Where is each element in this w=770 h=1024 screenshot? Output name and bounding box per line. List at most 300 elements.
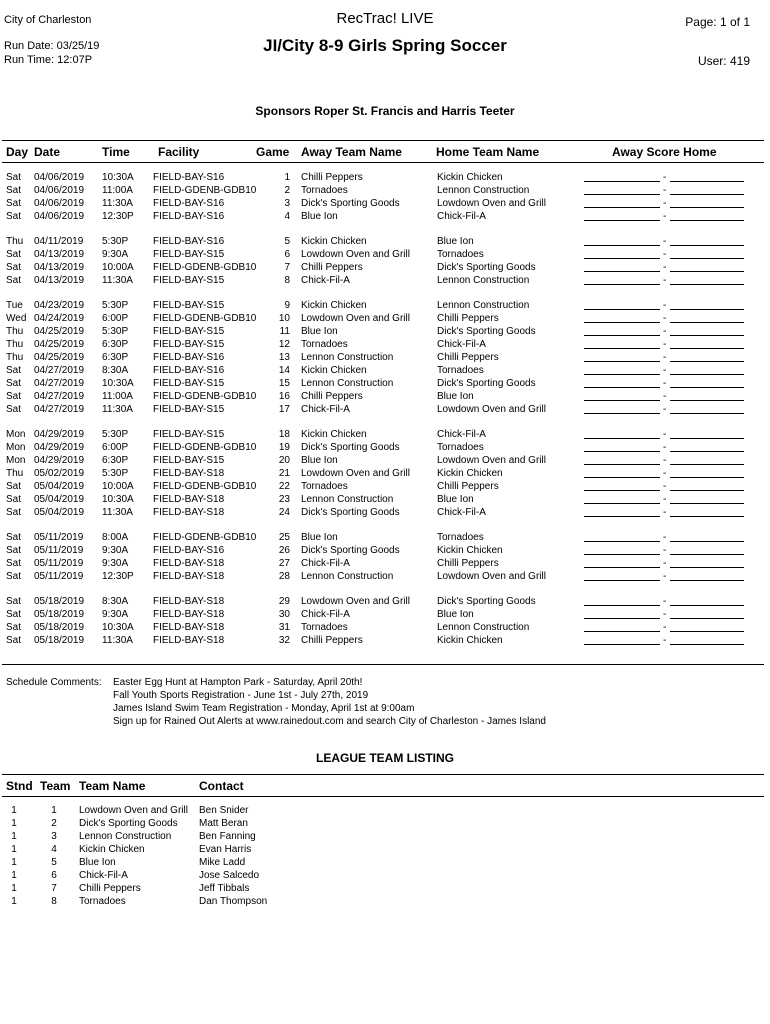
game-date: 04/24/2019 [34,313,85,324]
game-row [0,608,770,621]
game-time: 9:30A [102,545,129,556]
away-team: Kickin Chicken [301,300,367,311]
col-team-name: Team Name [79,779,146,793]
game-facility: FIELD-BAY-S16 [153,236,225,247]
score-dash: - [663,391,667,402]
team-contact: Jose Salcedo [199,870,260,881]
away-score-blank [584,207,660,208]
game-date: 04/27/2019 [34,365,85,376]
game-date: 04/13/2019 [34,249,85,260]
game-row [0,531,770,544]
game-number: 14 [278,365,290,376]
col-facility: Facility [158,145,200,159]
game-facility: FIELD-BAY-S15 [153,249,225,260]
game-row [0,171,770,184]
home-score-blank [670,644,744,645]
score-dash: - [663,596,667,607]
sponsors-line: Sponsors Roper St. Francis and Harris Teeter [255,104,515,118]
game-day: Thu [6,468,24,479]
schedule-group [0,531,770,583]
away-score-blank [584,284,660,285]
game-date: 04/11/2019 [34,236,84,247]
schedule-table [0,171,770,659]
team-row [0,895,770,908]
home-team: Chick-Fil-A [437,507,486,518]
team-row [0,830,770,843]
game-facility: FIELD-BAY-S18 [153,558,225,569]
game-row [0,403,770,416]
game-facility: FIELD-BAY-S18 [153,468,225,479]
game-row [0,364,770,377]
home-score-blank [670,400,744,401]
home-team: Chick-Fil-A [437,429,486,440]
game-day: Sat [6,596,22,607]
team-number: 2 [51,818,57,829]
game-number: 9 [284,300,290,311]
game-number: 31 [278,622,290,633]
game-time: 9:30A [102,558,129,569]
score-dash: - [663,313,667,324]
game-number: 22 [278,481,290,492]
away-score-blank [584,554,660,555]
game-time: 10:30A [102,172,134,183]
game-row [0,557,770,570]
game-row [0,428,770,441]
game-day: Sat [6,198,22,209]
game-number: 17 [278,404,290,415]
home-team: Dick's Sporting Goods [437,326,536,337]
home-team: Blue Ion [437,391,474,402]
game-time: 12:30P [102,571,134,582]
run-date: Run Date: 03/25/19 [4,40,100,52]
team-row [0,804,770,817]
game-row [0,570,770,583]
game-facility: FIELD-GDENB-GDB10 [153,442,257,453]
away-score-blank [584,541,660,542]
score-dash: - [663,442,667,453]
home-score-blank [670,309,744,310]
game-row [0,197,770,210]
away-score-blank [584,271,660,272]
score-dash: - [663,198,667,209]
game-date: 04/29/2019 [34,455,85,466]
game-day: Sat [6,532,22,543]
game-date: 05/18/2019 [34,609,85,620]
away-score-blank [584,631,660,632]
team-row [0,869,770,882]
game-day: Sat [6,545,22,556]
game-date: 05/04/2019 [34,481,85,492]
away-team: Lowdown Oven and Grill [301,249,410,260]
team-name: Dick's Sporting Goods [79,818,178,829]
game-date: 04/29/2019 [34,442,85,453]
game-number: 6 [284,249,290,260]
score-dash: - [663,326,667,337]
team-name: Lennon Construction [79,831,172,842]
away-team: Chick-Fil-A [301,404,350,415]
home-team: Chick-Fil-A [437,211,486,222]
team-standing: 1 [11,805,17,816]
home-team: Chilli Peppers [437,352,499,363]
away-team: Lennon Construction [301,378,394,389]
away-team: Chick-Fil-A [301,275,350,286]
game-facility: FIELD-GDENB-GDB10 [153,262,257,273]
game-row [0,338,770,351]
home-score-blank [670,181,744,182]
game-number: 12 [278,339,290,350]
away-team: Tornadoes [301,339,348,350]
team-standing: 1 [11,883,17,894]
score-dash: - [663,211,667,222]
game-date: 04/23/2019 [34,300,85,311]
home-team: Tornadoes [437,365,484,376]
team-standing: 1 [11,857,17,868]
game-row [0,621,770,634]
game-row [0,351,770,364]
away-team: Blue Ion [301,326,338,337]
score-dash: - [663,352,667,363]
col-away-team: Away Team Name [301,145,402,159]
home-team: Dick's Sporting Goods [437,596,536,607]
game-row [0,274,770,287]
team-name: Lowdown Oven and Grill [79,805,188,816]
home-team: Lennon Construction [437,622,530,633]
home-score-blank [670,387,744,388]
game-day: Mon [6,442,26,453]
away-score-blank [584,322,660,323]
comment-line: Sign up for Rained Out Alerts at www.rainedout.com and search City of Charleston - James Island [113,716,546,727]
home-team: Tornadoes [437,532,484,543]
game-day: Mon [6,455,26,466]
team-number: 4 [51,844,57,855]
game-time: 6:00P [102,442,129,453]
game-time: 11:30A [102,635,133,646]
away-score-blank [584,567,660,568]
game-time: 6:30P [102,339,129,350]
page-number: Page: 1 of 1 [685,15,750,29]
away-score-blank [584,438,660,439]
game-number: 20 [278,455,290,466]
game-facility: FIELD-BAY-S16 [153,365,225,376]
away-score-blank [584,644,660,645]
schedule-comments-label: Schedule Comments: [6,677,102,688]
away-score-blank [584,374,660,375]
home-team: Chilli Peppers [437,313,499,324]
home-team: Lennon Construction [437,185,530,196]
game-time: 8:30A [102,365,129,376]
team-contact: Ben Fanning [199,831,256,842]
score-dash: - [663,558,667,569]
game-date: 04/27/2019 [34,404,85,415]
game-date: 04/25/2019 [34,352,85,363]
game-date: 04/06/2019 [34,172,85,183]
home-score-blank [670,554,744,555]
app-name: RecTrac! LIVE [336,10,434,27]
comment-line: Fall Youth Sports Registration - June 1st - July 27th, 2019 [113,690,369,701]
home-score-blank [670,567,744,568]
team-standing: 1 [11,831,17,842]
game-date: 04/29/2019 [34,429,85,440]
home-score-blank [670,361,744,362]
home-team: Lowdown Oven and Grill [437,571,546,582]
game-row [0,441,770,454]
game-number: 27 [278,558,290,569]
run-time: Run Time: 12:07P [4,54,93,66]
game-day: Sat [6,275,22,286]
home-score-blank [670,194,744,195]
schedule-comments [113,676,546,728]
game-facility: FIELD-BAY-S15 [153,339,225,350]
schedule-group [0,171,770,223]
game-time: 5:30P [102,468,129,479]
game-day: Sat [6,571,22,582]
game-number: 11 [279,326,290,337]
game-number: 26 [278,545,290,556]
game-day: Sat [6,635,22,646]
away-score-blank [584,490,660,491]
game-row [0,312,770,325]
game-facility: FIELD-BAY-S16 [153,352,225,363]
game-day: Wed [6,313,27,324]
home-team: Kickin Chicken [437,635,503,646]
away-score-blank [584,618,660,619]
game-facility: FIELD-BAY-S15 [153,300,225,311]
home-score-blank [670,541,744,542]
game-row [0,480,770,493]
schedule-header [2,140,764,163]
game-number: 3 [284,198,290,209]
away-score-blank [584,181,660,182]
away-team: Lowdown Oven and Grill [301,313,410,324]
game-number: 19 [278,442,290,453]
team-number: 5 [51,857,57,868]
score-dash: - [663,378,667,389]
score-dash: - [663,300,667,311]
game-facility: FIELD-BAY-S16 [153,172,225,183]
team-standing: 1 [11,844,17,855]
game-date: 04/06/2019 [34,185,85,196]
game-day: Sat [6,391,22,402]
schedule-group [0,428,770,519]
home-score-blank [670,245,744,246]
game-facility: FIELD-BAY-S15 [153,455,225,466]
team-row [0,843,770,856]
game-day: Thu [6,339,24,350]
game-day: Sat [6,249,22,260]
col-home-team: Home Team Name [436,145,540,159]
game-number: 2 [284,185,290,196]
away-team: Dick's Sporting Goods [301,442,400,453]
score-dash: - [663,481,667,492]
col-contact: Contact [199,779,244,793]
game-row [0,493,770,506]
home-score-blank [670,580,744,581]
game-date: 05/18/2019 [34,622,85,633]
away-score-blank [584,348,660,349]
team-number: 1 [51,805,57,816]
score-dash: - [663,172,667,183]
home-score-blank [670,413,744,414]
away-team: Blue Ion [301,455,338,466]
home-team: Lennon Construction [437,300,530,311]
away-team: Chick-Fil-A [301,609,350,620]
game-row [0,390,770,403]
home-score-blank [670,322,744,323]
home-score-blank [670,451,744,452]
home-score-blank [670,438,744,439]
game-facility: FIELD-BAY-S18 [153,622,225,633]
game-row [0,634,770,647]
home-score-blank [670,284,744,285]
away-team: Blue Ion [301,532,338,543]
game-row [0,299,770,312]
away-score-blank [584,400,660,401]
home-score-blank [670,477,744,478]
home-team: Kickin Chicken [437,172,503,183]
score-dash: - [663,507,667,518]
away-score-blank [584,503,660,504]
col-day: Day [6,145,29,159]
game-date: 04/25/2019 [34,339,85,350]
game-date: 04/13/2019 [34,275,85,286]
team-row [0,817,770,830]
game-number: 32 [278,635,290,646]
score-dash: - [663,404,667,415]
game-time: 10:30A [102,622,134,633]
team-contact: Jeff Tibbals [199,883,250,894]
game-date: 05/04/2019 [34,507,85,518]
home-team: Chilli Peppers [437,481,499,492]
away-score-blank [584,451,660,452]
game-facility: FIELD-BAY-S18 [153,571,225,582]
game-time: 11:30A [102,404,133,415]
home-score-blank [670,490,744,491]
game-date: 05/04/2019 [34,494,85,505]
away-score-blank [584,220,660,221]
score-dash: - [663,249,667,260]
game-time: 11:30A [102,275,133,286]
game-date: 05/18/2019 [34,635,85,646]
home-score-blank [670,516,744,517]
col-stnd: Stnd [6,779,33,793]
home-score-blank [670,207,744,208]
comment-line: Easter Egg Hunt at Hampton Park - Saturday, April 20th! [113,677,363,688]
game-number: 10 [278,313,290,324]
game-time: 10:30A [102,378,134,389]
game-date: 04/27/2019 [34,378,85,389]
game-facility: FIELD-BAY-S15 [153,378,225,389]
game-number: 13 [278,352,290,363]
game-date: 05/11/2019 [34,571,84,582]
team-name: Chilli Peppers [79,883,141,894]
away-score-blank [584,477,660,478]
score-dash: - [663,455,667,466]
game-row [0,261,770,274]
team-contact: Matt Beran [199,818,248,829]
game-day: Thu [6,236,24,247]
away-team: Dick's Sporting Goods [301,198,400,209]
game-day: Sat [6,172,22,183]
game-number: 28 [278,571,290,582]
game-time: 11:00A [102,185,133,196]
game-date: 05/11/2019 [34,532,84,543]
score-dash: - [663,468,667,479]
game-facility: FIELD-GDENB-GDB10 [153,481,257,492]
game-facility: FIELD-BAY-S15 [153,429,225,440]
game-time: 6:30P [102,352,129,363]
home-team: Lowdown Oven and Grill [437,455,546,466]
home-team: Blue Ion [437,236,474,247]
team-listing-header [2,774,764,797]
home-score-blank [670,335,744,336]
game-number: 24 [278,507,290,518]
game-day: Sat [6,185,22,196]
game-day: Tue [6,300,23,311]
team-row [0,856,770,869]
home-team: Blue Ion [437,494,474,505]
game-date: 04/06/2019 [34,198,85,209]
away-team: Blue Ion [301,211,338,222]
game-facility: FIELD-BAY-S15 [153,326,225,337]
home-team: Chick-Fil-A [437,339,486,350]
game-facility: FIELD-BAY-S15 [153,404,225,415]
away-team: Lowdown Oven and Grill [301,468,410,479]
away-team: Lennon Construction [301,494,394,505]
game-date: 04/06/2019 [34,211,85,222]
score-dash: - [663,622,667,633]
team-standing: 1 [11,818,17,829]
game-time: 6:00P [102,313,129,324]
game-date: 05/11/2019 [34,558,84,569]
away-team: Kickin Chicken [301,429,367,440]
home-score-blank [670,503,744,504]
score-dash: - [663,339,667,350]
score-dash: - [663,532,667,543]
away-team: Kickin Chicken [301,236,367,247]
col-time: Time [102,145,130,159]
score-dash: - [663,494,667,505]
game-number: 5 [284,236,290,247]
away-score-blank [584,361,660,362]
home-team: Kickin Chicken [437,545,503,556]
game-number: 29 [278,596,290,607]
col-date: Date [34,145,61,159]
game-day: Mon [6,429,26,440]
home-team: Tornadoes [437,442,484,453]
home-score-blank [670,258,744,259]
game-facility: FIELD-GDENB-GDB10 [153,532,257,543]
col-game: Game [256,145,290,159]
score-dash: - [663,571,667,582]
game-day: Sat [6,622,22,633]
team-contact: Mike Ladd [199,857,246,868]
game-facility: FIELD-GDENB-GDB10 [153,313,257,324]
schedule-group [0,299,770,416]
game-time: 8:00A [102,532,129,543]
game-number: 4 [284,211,290,222]
team-name: Tornadoes [79,896,126,907]
team-listing [0,804,770,908]
team-contact: Ben Snider [199,805,249,816]
home-score-blank [670,348,744,349]
game-time: 10:30A [102,494,134,505]
home-team: Lowdown Oven and Grill [437,404,546,415]
team-number: 8 [51,896,57,907]
home-score-blank [670,271,744,272]
away-team: Chilli Peppers [301,262,363,273]
game-date: 04/25/2019 [34,326,85,337]
game-day: Sat [6,365,22,376]
